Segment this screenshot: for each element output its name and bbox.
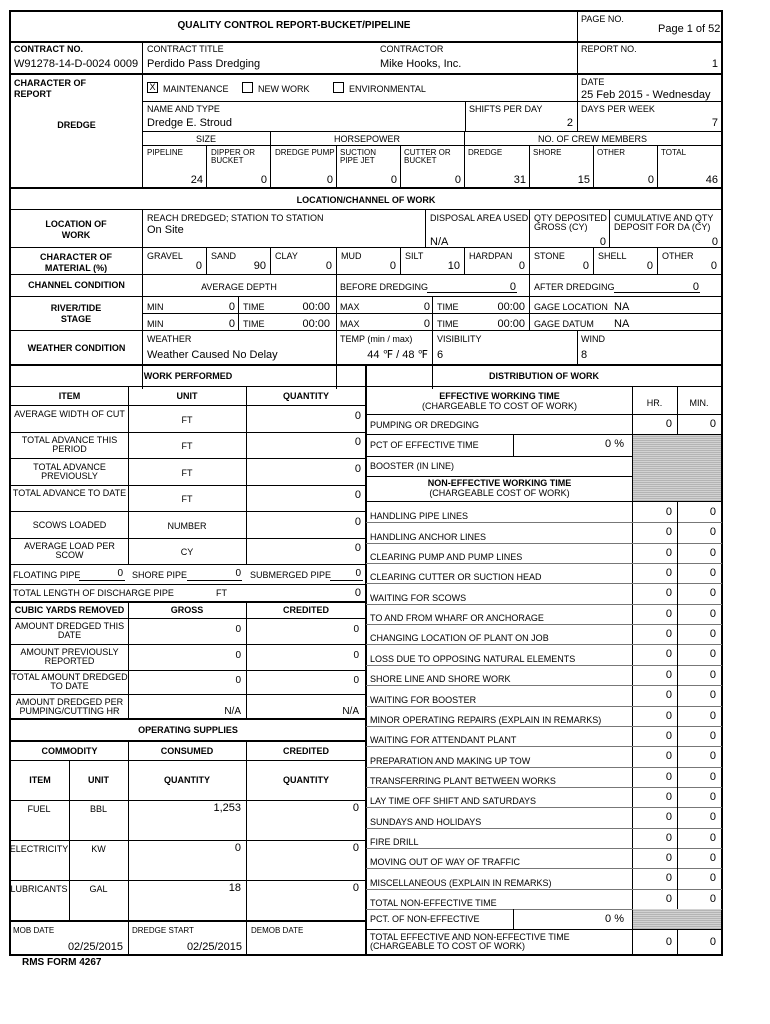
distribution-row-label: MOVING OUT OF WAY OF TRAFFIC bbox=[370, 857, 521, 867]
noneffective-title: NON-EFFECTIVE WORKING TIME bbox=[427, 478, 572, 488]
supplies-unit-header: UNIT bbox=[88, 775, 109, 785]
cumulative-qty-label: CUMULATIVE AND QTY DEPOSIT FOR DA (CY) bbox=[614, 213, 714, 232]
distribution-row-min[interactable]: 0 bbox=[709, 608, 716, 620]
distribution-row-min[interactable]: 0 bbox=[709, 689, 716, 701]
distribution-row-label: LOSS DUE TO OPPOSING NATURAL ELEMENTS bbox=[370, 654, 576, 664]
supply-unit: KW bbox=[91, 844, 106, 854]
name-type-label: NAME AND TYPE bbox=[147, 104, 220, 114]
contractor-label: CONTRACTOR bbox=[380, 44, 444, 54]
supply-item: FUEL bbox=[27, 804, 51, 814]
pct-noneffective-label: PCT. OF NON-EFFECTIVE bbox=[370, 914, 480, 924]
distribution-row-min[interactable]: 0 bbox=[709, 832, 716, 844]
supply-item: LUBRICANTS bbox=[10, 884, 68, 894]
distribution-row-min[interactable]: 0 bbox=[709, 791, 716, 803]
other-label: OTHER bbox=[597, 148, 625, 157]
supply-credited[interactable]: 0 bbox=[352, 802, 359, 814]
total-length-value[interactable]: 0 bbox=[354, 587, 361, 599]
distribution-row-label: TO AND FROM WHARF OR ANCHORAGE bbox=[370, 613, 544, 623]
gage-datum-label: GAGE DATUM bbox=[534, 319, 594, 329]
qty-deposited-value[interactable]: 0 bbox=[599, 236, 606, 248]
material-label: SILT bbox=[405, 251, 424, 261]
work-unit: NUMBER bbox=[167, 521, 207, 531]
material-value[interactable]: 0 bbox=[710, 260, 717, 272]
gage-datum[interactable]: NA bbox=[614, 318, 630, 330]
location-banner: LOCATION/CHANNEL OF WORK bbox=[296, 195, 436, 205]
date-label: DATE bbox=[581, 77, 605, 87]
page-no: Page 1 of 52 bbox=[658, 23, 721, 35]
distribution-row-min[interactable]: 0 bbox=[709, 872, 716, 884]
distribution-row-hr[interactable]: 0 bbox=[665, 771, 672, 783]
distribution-row-hr[interactable]: 0 bbox=[665, 669, 672, 681]
distribution-row-hr[interactable]: 0 bbox=[665, 526, 672, 538]
dipper-label: DIPPER OR BUCKET bbox=[211, 148, 256, 165]
work-quantity[interactable]: 0 bbox=[354, 436, 361, 448]
cubic-credited[interactable]: N/A bbox=[342, 706, 359, 717]
total-length-label: TOTAL LENGTH OF DISCHARGE PIPE bbox=[13, 588, 174, 598]
gage-location[interactable]: NA bbox=[614, 301, 630, 313]
contract-no-label: CONTRACT NO. bbox=[14, 44, 83, 54]
cubic-credited[interactable]: 0 bbox=[353, 624, 359, 635]
min-time-1[interactable]: 00:00 bbox=[302, 301, 330, 313]
distribution-row-label: CHANGING LOCATION OF PLANT ON JOB bbox=[370, 633, 549, 643]
min-label-1: MIN bbox=[147, 302, 164, 312]
crew-dredge-value[interactable]: 31 bbox=[513, 174, 526, 186]
material-value[interactable]: 0 bbox=[195, 260, 202, 272]
days-per-week[interactable]: 7 bbox=[711, 117, 718, 129]
distribution-row-label: MINOR OPERATING REPAIRS (EXPLAIN IN REMARKS) bbox=[370, 715, 602, 725]
contract-no[interactable]: W91278-14-D-0024 0009 bbox=[14, 58, 139, 70]
weather-condition-label: WEATHER CONDITION bbox=[27, 343, 126, 353]
max-value-1[interactable]: 0 bbox=[423, 301, 430, 313]
after-dredging-label: AFTER DREDGING bbox=[534, 282, 615, 292]
character-of-material-label: CHARACTER OF MATERIAL (%) bbox=[40, 252, 112, 273]
min-header: MIN. bbox=[689, 398, 709, 408]
dipper-value[interactable]: 0 bbox=[260, 174, 267, 186]
cubic-item-label: AMOUNT DREDGED PER PUMPING/CUTTING HR bbox=[15, 697, 124, 716]
distribution-row-hr[interactable]: 0 bbox=[665, 689, 672, 701]
shore-label: SHORE bbox=[533, 148, 562, 157]
work-item-label: TOTAL ADVANCE TO DATE bbox=[12, 488, 127, 498]
distribution-row-label: PREPARATION AND MAKING UP TOW bbox=[370, 756, 531, 766]
distribution-row-hr[interactable]: 0 bbox=[665, 587, 672, 599]
distribution-row-min[interactable]: 0 bbox=[709, 526, 716, 538]
pumping-label: PUMPING OR DREDGING bbox=[370, 420, 480, 430]
maintenance-label: MAINTENANCE bbox=[163, 84, 229, 94]
min-label-2: MIN bbox=[147, 319, 164, 329]
new-work-checkbox[interactable] bbox=[242, 82, 253, 93]
reach-label: REACH DREDGED; STATION TO STATION bbox=[147, 213, 324, 223]
material-value[interactable]: 90 bbox=[253, 260, 266, 272]
cubic-item-label: AMOUNT DREDGED THIS DATE bbox=[14, 621, 125, 640]
distribution-row-hr[interactable]: 0 bbox=[665, 852, 672, 864]
distribution-row-label: SUNDAYS AND HOLIDAYS bbox=[370, 817, 482, 827]
total-effective-hr[interactable]: 0 bbox=[665, 936, 672, 948]
distribution-row-hr[interactable]: 0 bbox=[665, 791, 672, 803]
distribution-row-label: WAITING FOR ATTENDANT PLANT bbox=[370, 735, 517, 745]
form-footer: RMS FORM 4267 bbox=[22, 957, 102, 968]
distribution-row-label: CLEARING PUMP AND PUMP LINES bbox=[370, 552, 523, 562]
distribution-row-hr[interactable]: 0 bbox=[665, 648, 672, 660]
material-value[interactable]: 0 bbox=[582, 260, 589, 272]
pct-effective-value[interactable]: 0 % bbox=[605, 438, 624, 450]
total-length-unit: FT bbox=[216, 588, 227, 598]
total-label: TOTAL bbox=[661, 148, 687, 157]
distribution-row-min[interactable]: 0 bbox=[709, 567, 716, 579]
total-effective-label: TOTAL EFFECTIVE AND NON-EFFECTIVE TIME (CHARGEABLE TO COST OF WORK) bbox=[370, 932, 570, 951]
distribution-row-hr[interactable]: 0 bbox=[665, 832, 672, 844]
time-label-1: TIME bbox=[243, 302, 265, 312]
max-time-2[interactable]: 00:00 bbox=[497, 318, 525, 330]
time-label-3: TIME bbox=[243, 319, 265, 329]
distribution-row-label: LAY TIME OFF SHIFT AND SATURDAYS bbox=[370, 796, 537, 806]
noneffective-subtitle: (CHARGEABLE COST OF WORK) bbox=[429, 488, 570, 498]
dredge-section-label: DREDGE bbox=[57, 120, 96, 130]
mob-date[interactable]: 02/25/2015 bbox=[67, 941, 123, 953]
distribution-row-hr[interactable]: 0 bbox=[665, 872, 672, 884]
distribution-row-min[interactable]: 0 bbox=[709, 710, 716, 722]
distribution-row-min[interactable]: 0 bbox=[709, 852, 716, 864]
temp-label: TEMP (min / max) bbox=[340, 334, 413, 344]
distribution-row-hr[interactable]: 0 bbox=[665, 567, 672, 579]
cumulative-qty-value[interactable]: 0 bbox=[711, 236, 718, 248]
work-quantity[interactable]: 0 bbox=[354, 516, 361, 528]
supply-unit: BBL bbox=[89, 804, 107, 814]
distribution-row-label: HANDLING PIPE LINES bbox=[370, 511, 469, 521]
work-performed-banner: WORK PERFORMED bbox=[143, 371, 233, 381]
disposal-label: DISPOSAL AREA USED bbox=[430, 213, 529, 223]
contractor[interactable]: Mike Hooks, Inc. bbox=[380, 58, 462, 70]
max-time-1[interactable]: 00:00 bbox=[497, 301, 525, 313]
reach-value[interactable]: On Site bbox=[147, 224, 184, 236]
pumping-min[interactable]: 0 bbox=[709, 418, 716, 430]
material-label: STONE bbox=[534, 251, 565, 261]
distribution-banner: DISTRIBUTION OF WORK bbox=[489, 371, 599, 381]
distribution-row-hr[interactable]: 0 bbox=[665, 628, 672, 640]
before-dredging-value[interactable]: 0 bbox=[509, 281, 516, 293]
supplies-consumed-quantity-header: QUANTITY bbox=[164, 775, 210, 785]
wind-value[interactable]: 8 bbox=[581, 349, 588, 361]
supply-credited[interactable]: 0 bbox=[352, 842, 359, 854]
min-value-1[interactable]: 0 bbox=[228, 301, 235, 313]
distribution-row-min[interactable]: 0 bbox=[709, 811, 716, 823]
unit-header: UNIT bbox=[176, 391, 198, 401]
total-effective-min[interactable]: 0 bbox=[709, 936, 716, 948]
channel-condition-label: CHANNEL CONDITION bbox=[28, 280, 125, 290]
weather-value[interactable]: Weather Caused No Delay bbox=[147, 349, 278, 361]
dredge-pump-value[interactable]: 0 bbox=[326, 174, 333, 186]
environmental-checkbox[interactable] bbox=[333, 82, 344, 93]
work-item-label: AVERAGE WIDTH OF CUT bbox=[14, 409, 125, 419]
distribution-row-hr[interactable]: 0 bbox=[665, 730, 672, 742]
material-label: OTHER bbox=[662, 251, 694, 261]
work-unit: FT bbox=[181, 441, 193, 451]
quantity-header: QUANTITY bbox=[283, 391, 329, 401]
distribution-row-min[interactable]: 0 bbox=[709, 669, 716, 681]
material-value[interactable]: 10 bbox=[447, 260, 460, 272]
new-work-label: NEW WORK bbox=[258, 84, 310, 94]
distribution-row-label: MISCELLANEOUS (EXPLAIN IN REMARKS) bbox=[370, 878, 552, 888]
distribution-row-label: CLEARING CUTTER OR SUCTION HEAD bbox=[370, 572, 542, 582]
wind-label: WIND bbox=[581, 334, 605, 344]
distribution-row-label: SHORE LINE AND SHORE WORK bbox=[370, 674, 511, 684]
shifts-per-day[interactable]: 2 bbox=[566, 117, 573, 129]
material-value[interactable]: 0 bbox=[325, 260, 332, 272]
work-quantity[interactable]: 0 bbox=[354, 542, 361, 554]
work-quantity[interactable]: 0 bbox=[354, 410, 361, 422]
item-header: ITEM bbox=[58, 391, 81, 401]
distribution-row-hr[interactable]: 0 bbox=[665, 893, 672, 905]
cutter-value[interactable]: 0 bbox=[454, 174, 461, 186]
shifts-label: SHIFTS PER DAY bbox=[469, 104, 543, 114]
crew-label: NO. OF CREW MEMBERS bbox=[537, 134, 647, 144]
supplies-credited-header: CREDITED bbox=[282, 746, 329, 756]
mob-date-label: MOB DATE bbox=[13, 926, 55, 935]
min-value-2[interactable]: 0 bbox=[228, 318, 235, 330]
gross-header: GROSS bbox=[170, 605, 204, 615]
average-depth-label: AVERAGE DEPTH bbox=[201, 282, 277, 292]
max-value-2[interactable]: 0 bbox=[423, 318, 430, 330]
contract-title[interactable]: Perdido Pass Dredging bbox=[147, 58, 261, 70]
shaded-cell bbox=[633, 909, 721, 929]
credited-header: CREDITED bbox=[282, 605, 329, 615]
material-value[interactable]: 0 bbox=[389, 260, 396, 272]
supply-credited[interactable]: 0 bbox=[352, 882, 359, 894]
shore-pipe-label: SHORE PIPE bbox=[132, 570, 188, 580]
distribution-row-min[interactable]: 0 bbox=[709, 506, 716, 518]
distribution-row-min[interactable]: 0 bbox=[709, 771, 716, 783]
distribution-row-label: FIRE DRILL bbox=[370, 837, 419, 847]
visibility-value[interactable]: 6 bbox=[437, 349, 444, 361]
consumed-header: CONSUMED bbox=[160, 746, 214, 756]
shore-pipe-value[interactable]: 0 bbox=[235, 568, 241, 579]
distribution-row-min[interactable]: 0 bbox=[709, 628, 716, 640]
dredge-start-date[interactable]: 02/25/2015 bbox=[186, 941, 242, 953]
maintenance-checkbox[interactable]: X bbox=[147, 82, 158, 93]
supplies-credited-quantity-header: QUANTITY bbox=[283, 775, 329, 785]
cubic-item-label: AMOUNT PREVIOUSLY REPORTED bbox=[20, 647, 119, 666]
work-item-label: TOTAL ADVANCE PREVIOUSLY bbox=[33, 462, 106, 481]
distribution-row-label: WAITING FOR BOOSTER bbox=[370, 695, 477, 705]
pct-effective-label: PCT OF EFFECTIVE TIME bbox=[370, 440, 479, 450]
cubic-gross[interactable]: 0 bbox=[235, 624, 241, 635]
distribution-row-min[interactable]: 0 bbox=[709, 547, 716, 559]
pipeline-value[interactable]: 24 bbox=[190, 174, 203, 186]
distribution-row-hr[interactable]: 0 bbox=[665, 506, 672, 518]
temp-value[interactable]: 44 ℉ / 48 ℉ bbox=[367, 349, 428, 361]
distribution-row-hr[interactable]: 0 bbox=[665, 811, 672, 823]
qty-deposited-label: QTY DEPOSITED GROSS (CY) bbox=[534, 213, 607, 232]
cubic-credited[interactable]: 0 bbox=[353, 650, 359, 661]
suction-label: SUCTION PIPE JET bbox=[340, 148, 376, 165]
material-label: SHELL bbox=[598, 251, 627, 261]
gage-location-label: GAGE LOCATION bbox=[534, 302, 608, 312]
cubic-gross[interactable]: N/A bbox=[224, 706, 241, 717]
material-value[interactable]: 0 bbox=[646, 260, 653, 272]
after-dredging-value[interactable]: 0 bbox=[692, 281, 699, 293]
material-label: GRAVEL bbox=[147, 251, 183, 261]
min-time-2[interactable]: 00:00 bbox=[302, 318, 330, 330]
submerged-pipe-label: SUBMERGED PIPE bbox=[250, 570, 332, 580]
environmental-label: ENVIRONMENTAL bbox=[349, 84, 426, 94]
work-item-label: AVERAGE LOAD PER SCOW bbox=[24, 541, 115, 560]
river-tide-label: RIVER/TIDE STAGE bbox=[50, 303, 102, 324]
distribution-row-hr[interactable]: 0 bbox=[665, 608, 672, 620]
work-item-label: TOTAL ADVANCE THIS PERIOD bbox=[21, 435, 118, 454]
work-unit: FT bbox=[181, 468, 193, 478]
distribution-row-hr[interactable]: 0 bbox=[665, 710, 672, 722]
operating-supplies-banner: OPERATING SUPPLIES bbox=[138, 725, 238, 735]
supply-unit: GAL bbox=[89, 884, 108, 894]
dredge-name[interactable]: Dredge E. Stroud bbox=[147, 117, 232, 129]
report-no[interactable]: 1 bbox=[711, 58, 718, 70]
distribution-row-min[interactable]: 0 bbox=[709, 730, 716, 742]
material-label: CLAY bbox=[275, 251, 298, 261]
effective-subtitle: (CHARGEABLE TO COST OF WORK) bbox=[421, 401, 578, 411]
size-label: SIZE bbox=[195, 134, 216, 144]
max-label-2: MAX bbox=[340, 319, 360, 329]
shaded-cell bbox=[633, 435, 721, 501]
distribution-row-min[interactable]: 0 bbox=[709, 587, 716, 599]
shore-value[interactable]: 15 bbox=[577, 174, 590, 186]
max-label-1: MAX bbox=[340, 302, 360, 312]
report-date[interactable]: 25 Feb 2015 - Wednesday bbox=[581, 89, 711, 101]
page-no-label: PAGE NO. bbox=[581, 14, 624, 24]
cubic-yards-label: CUBIC YARDS REMOVED bbox=[14, 605, 125, 615]
total-value[interactable]: 46 bbox=[705, 174, 718, 186]
distribution-row-hr[interactable]: 0 bbox=[665, 750, 672, 762]
cutter-label: CUTTER OR BUCKET bbox=[404, 148, 451, 165]
time-label-2: TIME bbox=[437, 302, 459, 312]
supplies-item-header: ITEM bbox=[29, 775, 51, 785]
commodity-header: COMMODITY bbox=[41, 746, 98, 756]
pipeline-label: PIPELINE bbox=[147, 148, 184, 157]
work-quantity[interactable]: 0 bbox=[354, 489, 361, 501]
disposal-value[interactable]: N/A bbox=[430, 236, 449, 248]
distribution-row-label: HANDLING ANCHOR LINES bbox=[370, 532, 487, 542]
cubic-gross[interactable]: 0 bbox=[235, 650, 241, 661]
floating-pipe-label: FLOATING PIPE bbox=[13, 570, 81, 580]
pct-noneffective-value[interactable]: 0 % bbox=[605, 913, 624, 925]
pumping-hr[interactable]: 0 bbox=[665, 418, 672, 430]
suction-value[interactable]: 0 bbox=[390, 174, 397, 186]
dredge-start-label: DREDGE START bbox=[132, 926, 194, 935]
material-value[interactable]: 0 bbox=[518, 260, 525, 272]
cubic-item-label: TOTAL AMOUNT DREDGED TO DATE bbox=[11, 672, 128, 691]
supply-consumed[interactable]: 18 bbox=[228, 882, 241, 894]
distribution-row-label: TOTAL NON-EFFECTIVE TIME bbox=[370, 898, 497, 908]
demob-date-label: DEMOB DATE bbox=[251, 926, 304, 935]
work-quantity[interactable]: 0 bbox=[354, 463, 361, 475]
material-label: HARDPAN bbox=[469, 251, 513, 261]
distribution-row-label: WAITING FOR SCOWS bbox=[370, 593, 467, 603]
supply-consumed[interactable]: 0 bbox=[234, 842, 241, 854]
contract-title-label: CONTRACT TITLE bbox=[147, 44, 224, 54]
material-label: MUD bbox=[341, 251, 362, 261]
time-label-4: TIME bbox=[437, 319, 459, 329]
weather-label: WEATHER bbox=[147, 334, 192, 344]
cubic-gross[interactable]: 0 bbox=[235, 675, 241, 686]
work-unit: CY bbox=[180, 547, 194, 557]
visibility-label: VISIBILITY bbox=[437, 334, 482, 344]
cubic-credited[interactable]: 0 bbox=[353, 675, 359, 686]
days-label: DAYS PER WEEK bbox=[581, 104, 655, 114]
floating-pipe-value[interactable]: 0 bbox=[117, 568, 123, 579]
crew-dredge-label: DREDGE bbox=[468, 148, 503, 157]
distribution-row-min[interactable]: 0 bbox=[709, 750, 716, 762]
horsepower-label: HORSEPOWER bbox=[333, 134, 400, 144]
report-no-label: REPORT NO. bbox=[581, 44, 637, 54]
supply-consumed[interactable]: 1,253 bbox=[213, 802, 241, 814]
material-label: SAND bbox=[211, 251, 237, 261]
distribution-row-min[interactable]: 0 bbox=[709, 648, 716, 660]
work-unit: FT bbox=[181, 494, 193, 504]
supply-item: ELECTRICITY bbox=[9, 844, 69, 854]
dredge-pump-label: DREDGE PUMP bbox=[275, 148, 335, 157]
character-of-report-label: CHARACTER OF REPORT bbox=[14, 78, 86, 99]
distribution-row-hr[interactable]: 0 bbox=[665, 547, 672, 559]
before-dredging-label: BEFORE DREDGING bbox=[340, 282, 429, 292]
submerged-pipe-value[interactable]: 0 bbox=[355, 568, 361, 579]
work-unit: FT bbox=[181, 415, 193, 425]
distribution-row-label: TRANSFERRING PLANT BETWEEN WORKS bbox=[370, 776, 556, 786]
other-value[interactable]: 0 bbox=[647, 174, 654, 186]
location-of-work-label: LOCATION OF WORK bbox=[45, 219, 107, 240]
hr-header: HR. bbox=[646, 398, 663, 408]
distribution-row-min[interactable]: 0 bbox=[709, 893, 716, 905]
effective-title: EFFECTIVE WORKING TIME bbox=[439, 391, 560, 401]
booster-label: BOOSTER (IN LINE) bbox=[370, 461, 455, 471]
form-title: QUALITY CONTROL REPORT-BUCKET/PIPELINE bbox=[177, 20, 411, 31]
work-item-label: SCOWS LOADED bbox=[32, 520, 107, 530]
